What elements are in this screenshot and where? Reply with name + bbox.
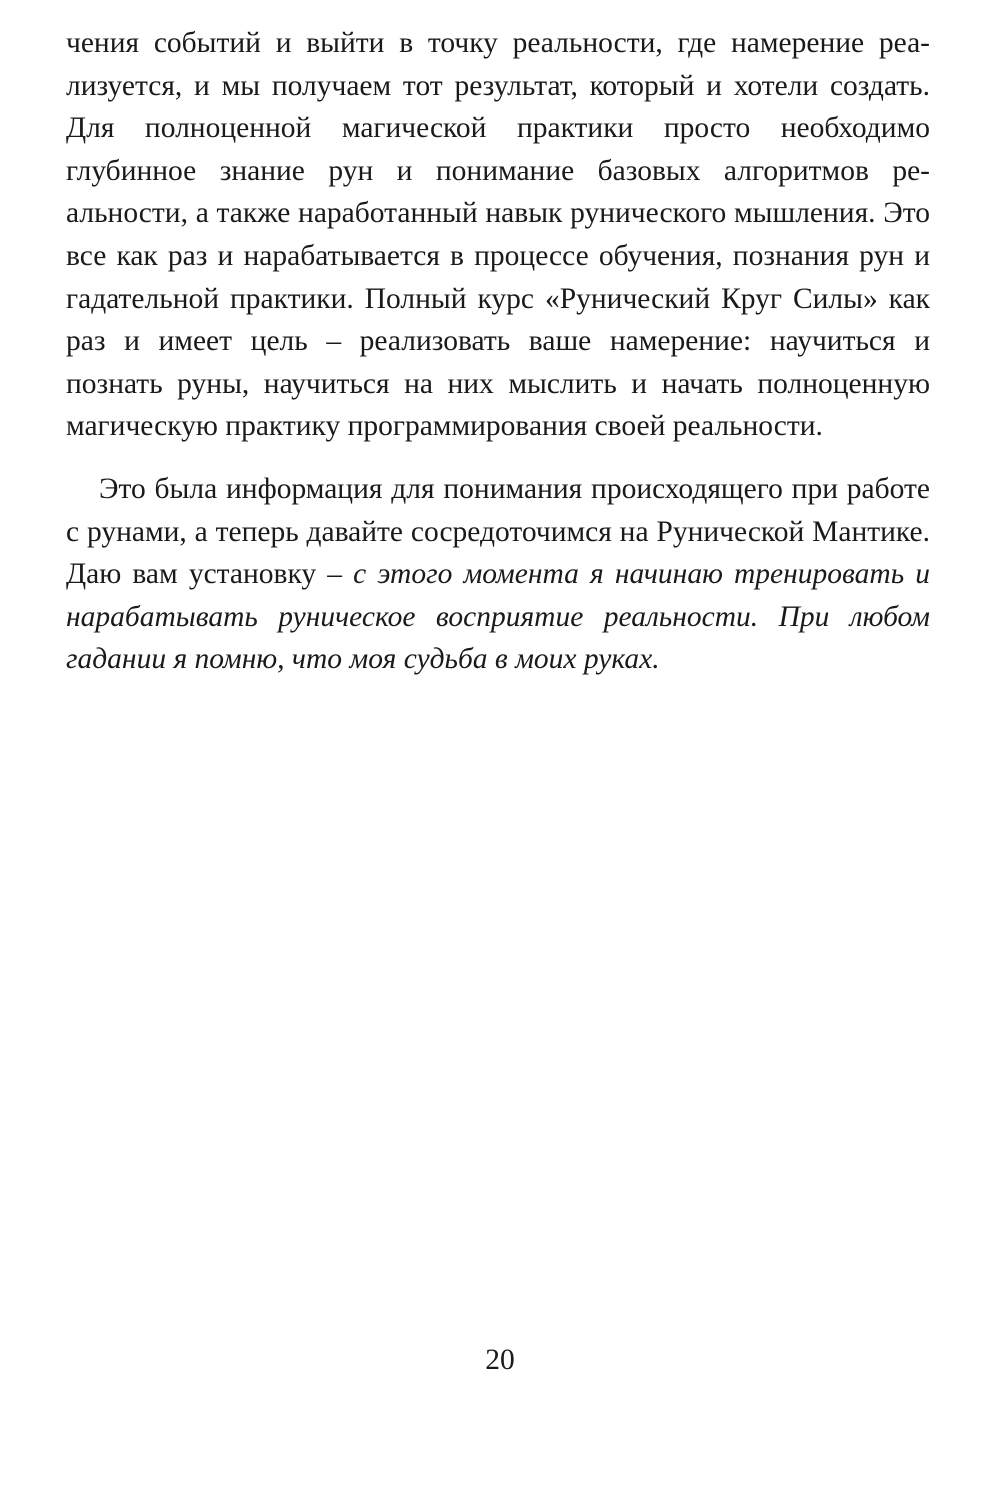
paragraph-2-text: Это была информация для понимания происходящего при работе с рунами, а теперь давайте сосредоточимся на Рунической Мантике. Даю вам установку – bbox=[66, 472, 930, 591]
paragraph-2-emphasis: с этого момента я начинаю тренировать и нарабатывать руническое восприятие реальности. При любом гадании я помню, что моя судьба в моих руках. bbox=[66, 558, 930, 676]
paragraph-2 bbox=[66, 468, 930, 681]
paragraph-1 bbox=[66, 22, 930, 448]
page-number: 20 bbox=[485, 1344, 515, 1376]
paragraph-1-text: чения событий и выйти в точку реальности, где намерение реализуется, и мы получаем тот результат, который и хотели создать. Для полноценной магической практики просто необходимо глубинное знание рун и понимание базовых алгоритмов реальности, а также наработанный навык рунического мышления. Это все как раз и нарабатывается в процессе обучения, познания рун и гадательной практики. Полный курс «Рунический Круг Силы» как раз и имеет цель – реализовать ваше намерение: научиться и познать руны, научиться на них мыслить и начать полноценную магическую практику программирования своей реальности. bbox=[66, 27, 930, 443]
page-body bbox=[66, 22, 930, 681]
